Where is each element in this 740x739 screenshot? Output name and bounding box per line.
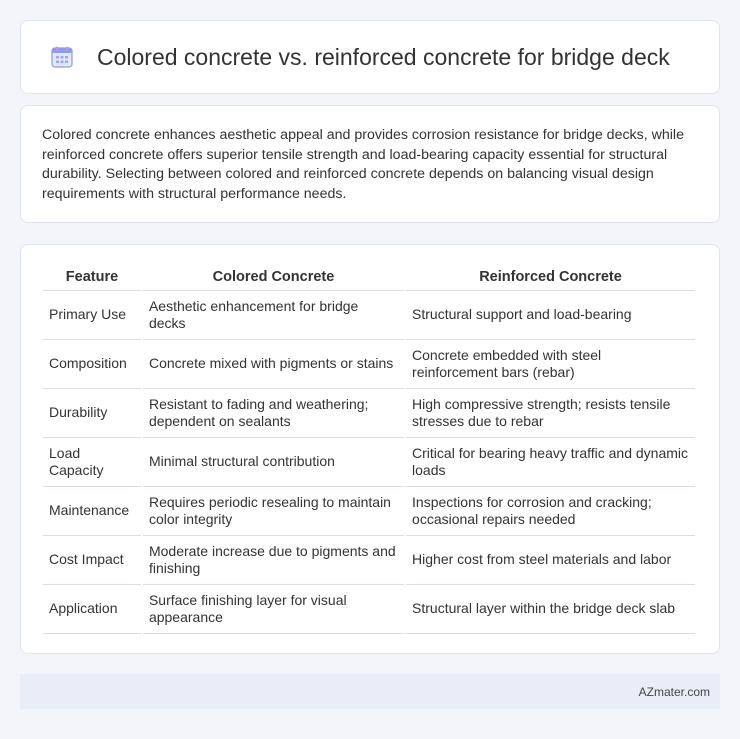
table-row xyxy=(43,487,695,536)
header-feature: Feature xyxy=(43,264,141,291)
calendar-icon xyxy=(49,44,75,70)
colored-cell: Surface finishing layer for visual appearance xyxy=(143,585,404,634)
footer xyxy=(20,674,720,709)
table-row xyxy=(43,291,695,340)
colored-cell: Requires periodic resealing to maintain color integrity xyxy=(143,487,404,536)
colored-cell: Minimal structural contribution xyxy=(143,438,404,487)
comparison-table-card xyxy=(20,244,720,654)
reinforced-cell: Inspections for corrosion and cracking; occasional repairs needed xyxy=(406,487,695,536)
feature-cell: Primary Use xyxy=(43,291,141,340)
header-colored-concrete: Colored Concrete xyxy=(143,264,404,291)
header-reinforced-concrete: Reinforced Concrete xyxy=(406,264,695,291)
feature-cell: Composition xyxy=(43,340,141,389)
comparison-table xyxy=(41,264,697,634)
table-header-row xyxy=(43,264,695,291)
title-card xyxy=(20,20,720,94)
colored-cell: Resistant to fading and weathering; dependent on sealants xyxy=(143,389,404,438)
reinforced-cell: Structural support and load-bearing xyxy=(406,291,695,340)
reinforced-cell: Structural layer within the bridge deck slab xyxy=(406,585,695,634)
table-row xyxy=(43,389,695,438)
table-row xyxy=(43,438,695,487)
summary-card xyxy=(20,105,720,223)
table-row xyxy=(43,536,695,585)
feature-cell: Application xyxy=(43,585,141,634)
colored-cell: Concrete mixed with pigments or stains xyxy=(143,340,404,389)
reinforced-cell: Critical for bearing heavy traffic and dynamic loads xyxy=(406,438,695,487)
reinforced-cell: Higher cost from steel materials and labor xyxy=(406,536,695,585)
table-row xyxy=(43,340,695,389)
page-title: Colored concrete vs. reinforced concrete for bridge deck xyxy=(97,43,670,70)
reinforced-cell: Concrete embedded with steel reinforcement bars (rebar) xyxy=(406,340,695,389)
footer-brand-link[interactable]: AZmater.com xyxy=(638,684,710,699)
feature-cell: Maintenance xyxy=(43,487,141,536)
table-row xyxy=(43,585,695,634)
feature-cell: Cost Impact xyxy=(43,536,141,585)
feature-cell: Durability xyxy=(43,389,141,438)
reinforced-cell: High compressive strength; resists tensile stresses due to rebar xyxy=(406,389,695,438)
summary-text: Colored concrete enhances aesthetic appeal and provides corrosion resistance for bridge decks, while reinforced concrete offers superior tensile strength and load-bearing capacity essential for structural durability. Selecting between colored and reinforced concrete depends on balancing visual design requirements with structural performance needs. xyxy=(42,127,684,202)
colored-cell: Moderate increase due to pigments and finishing xyxy=(143,536,404,585)
colored-cell: Aesthetic enhancement for bridge decks xyxy=(143,291,404,340)
feature-cell: Load Capacity xyxy=(43,438,141,487)
